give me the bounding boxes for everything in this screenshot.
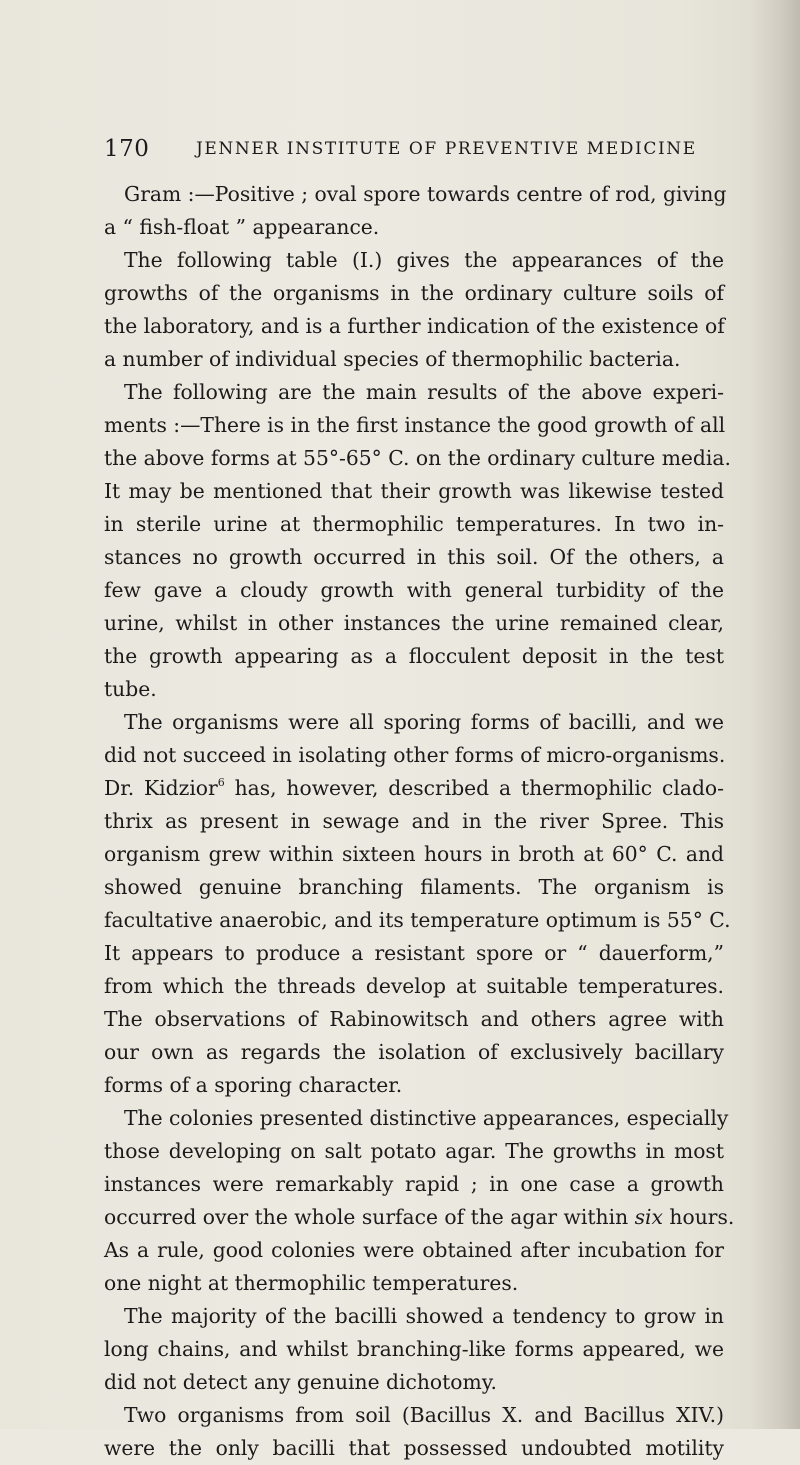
text-segment: hours. (662, 1205, 735, 1229)
text-line: tube. (104, 677, 157, 701)
text-line (104, 772, 724, 805)
text-line (104, 1201, 735, 1234)
body-text (104, 178, 735, 1465)
text-line: instances were remarkably rapid ; in one case a growth (104, 1172, 724, 1196)
text-line: one night at thermophilic temperatures. (104, 1271, 519, 1295)
text-line: those developing on salt potato agar. The growths in most (104, 1139, 724, 1163)
text-line: our own as regards the isolation of exclusively bacillary (104, 1040, 724, 1064)
text-line: The colonies presented distinctive appearances, especially (124, 1106, 729, 1130)
text-line: As a rule, good colonies were obtained after incubation for (104, 1238, 724, 1262)
text-line: long chains, and whilst branching-like forms appeared, we (104, 1337, 724, 1361)
text-line: ments :—There is in the first instance the good growth of all (104, 413, 726, 437)
text-line: forms of a sporing character. (104, 1073, 403, 1097)
running-head: JENNER INSTITUTE OF PREVENTIVE MEDICINE (196, 139, 697, 159)
text-line: Two organisms from soil (Bacillus X. and Bacillus XIV.) (124, 1403, 724, 1427)
text-line: The observations of Rabinowitsch and others agree with (104, 1007, 724, 1031)
text-line: Gram :—Positive ; oval spore towards centre of rod, giving (124, 182, 727, 206)
text-line: It appears to produce a resistant spore or “ dauerform,” (104, 941, 724, 965)
author-name: Dr. Kidzior (104, 776, 218, 800)
footnote-reference: 6 (217, 776, 225, 789)
text-line: the growth appearing as a flocculent deposit in the test (104, 644, 724, 668)
text-line: in sterile urine at thermophilic temperatures. In two in- (104, 512, 724, 536)
text-segment: has, however, described a thermophilic clado- (224, 776, 724, 800)
text-line: the laboratory, and is a further indication of the existence of (104, 314, 725, 338)
text-line: The majority of the bacilli showed a tendency to grow in (124, 1304, 724, 1328)
text-line: stances no growth occurred in this soil. Of the others, a (104, 545, 724, 569)
text-line: a number of individual species of thermophilic bacteria. (104, 347, 681, 371)
text-line: from which the threads develop at suitable temperatures. (104, 974, 724, 998)
text-segment: occurred over the whole surface of the agar within (104, 1205, 635, 1229)
text-line: facultative anaerobic, and its temperature optimum is 55° C. (104, 908, 731, 932)
emphasis-text: six (634, 1205, 663, 1229)
text-line: urine, whilst in other instances the urine remained clear, (104, 611, 724, 635)
text-line: showed genuine branching filaments. The organism is (104, 875, 724, 899)
text-line: the above forms at 55°-65° C. on the ordinary culture media. (104, 446, 731, 470)
text-line: The following table (I.) gives the appearances of the (124, 248, 724, 272)
page-header (104, 136, 724, 166)
text-line: thrix as present in sewage and in the river Spree. This (104, 809, 724, 833)
text-line: organism grew within sixteen hours in broth at 60° C. and (104, 842, 724, 866)
text-line: It may be mentioned that their growth was likewise tested (104, 479, 724, 503)
text-line: The following are the main results of the above experi- (124, 380, 724, 404)
text-line: growths of the organisms in the ordinary culture soils of (104, 281, 724, 305)
text-line: a “ fish-float ” appearance. (104, 215, 380, 239)
text-line: The organisms were all sporing forms of bacilli, and we (124, 710, 724, 734)
page-number: 170 (104, 136, 150, 162)
text-line: did not succeed in isolating other forms of micro-organisms. (104, 743, 726, 767)
text-line: were the only bacilli that possessed undoubted motility (104, 1436, 724, 1460)
text-line: few gave a cloudy growth with general turbidity of the (104, 578, 724, 602)
text-line: did not detect any genuine dichotomy. (104, 1370, 497, 1394)
page-edge-shadow (750, 0, 800, 1429)
